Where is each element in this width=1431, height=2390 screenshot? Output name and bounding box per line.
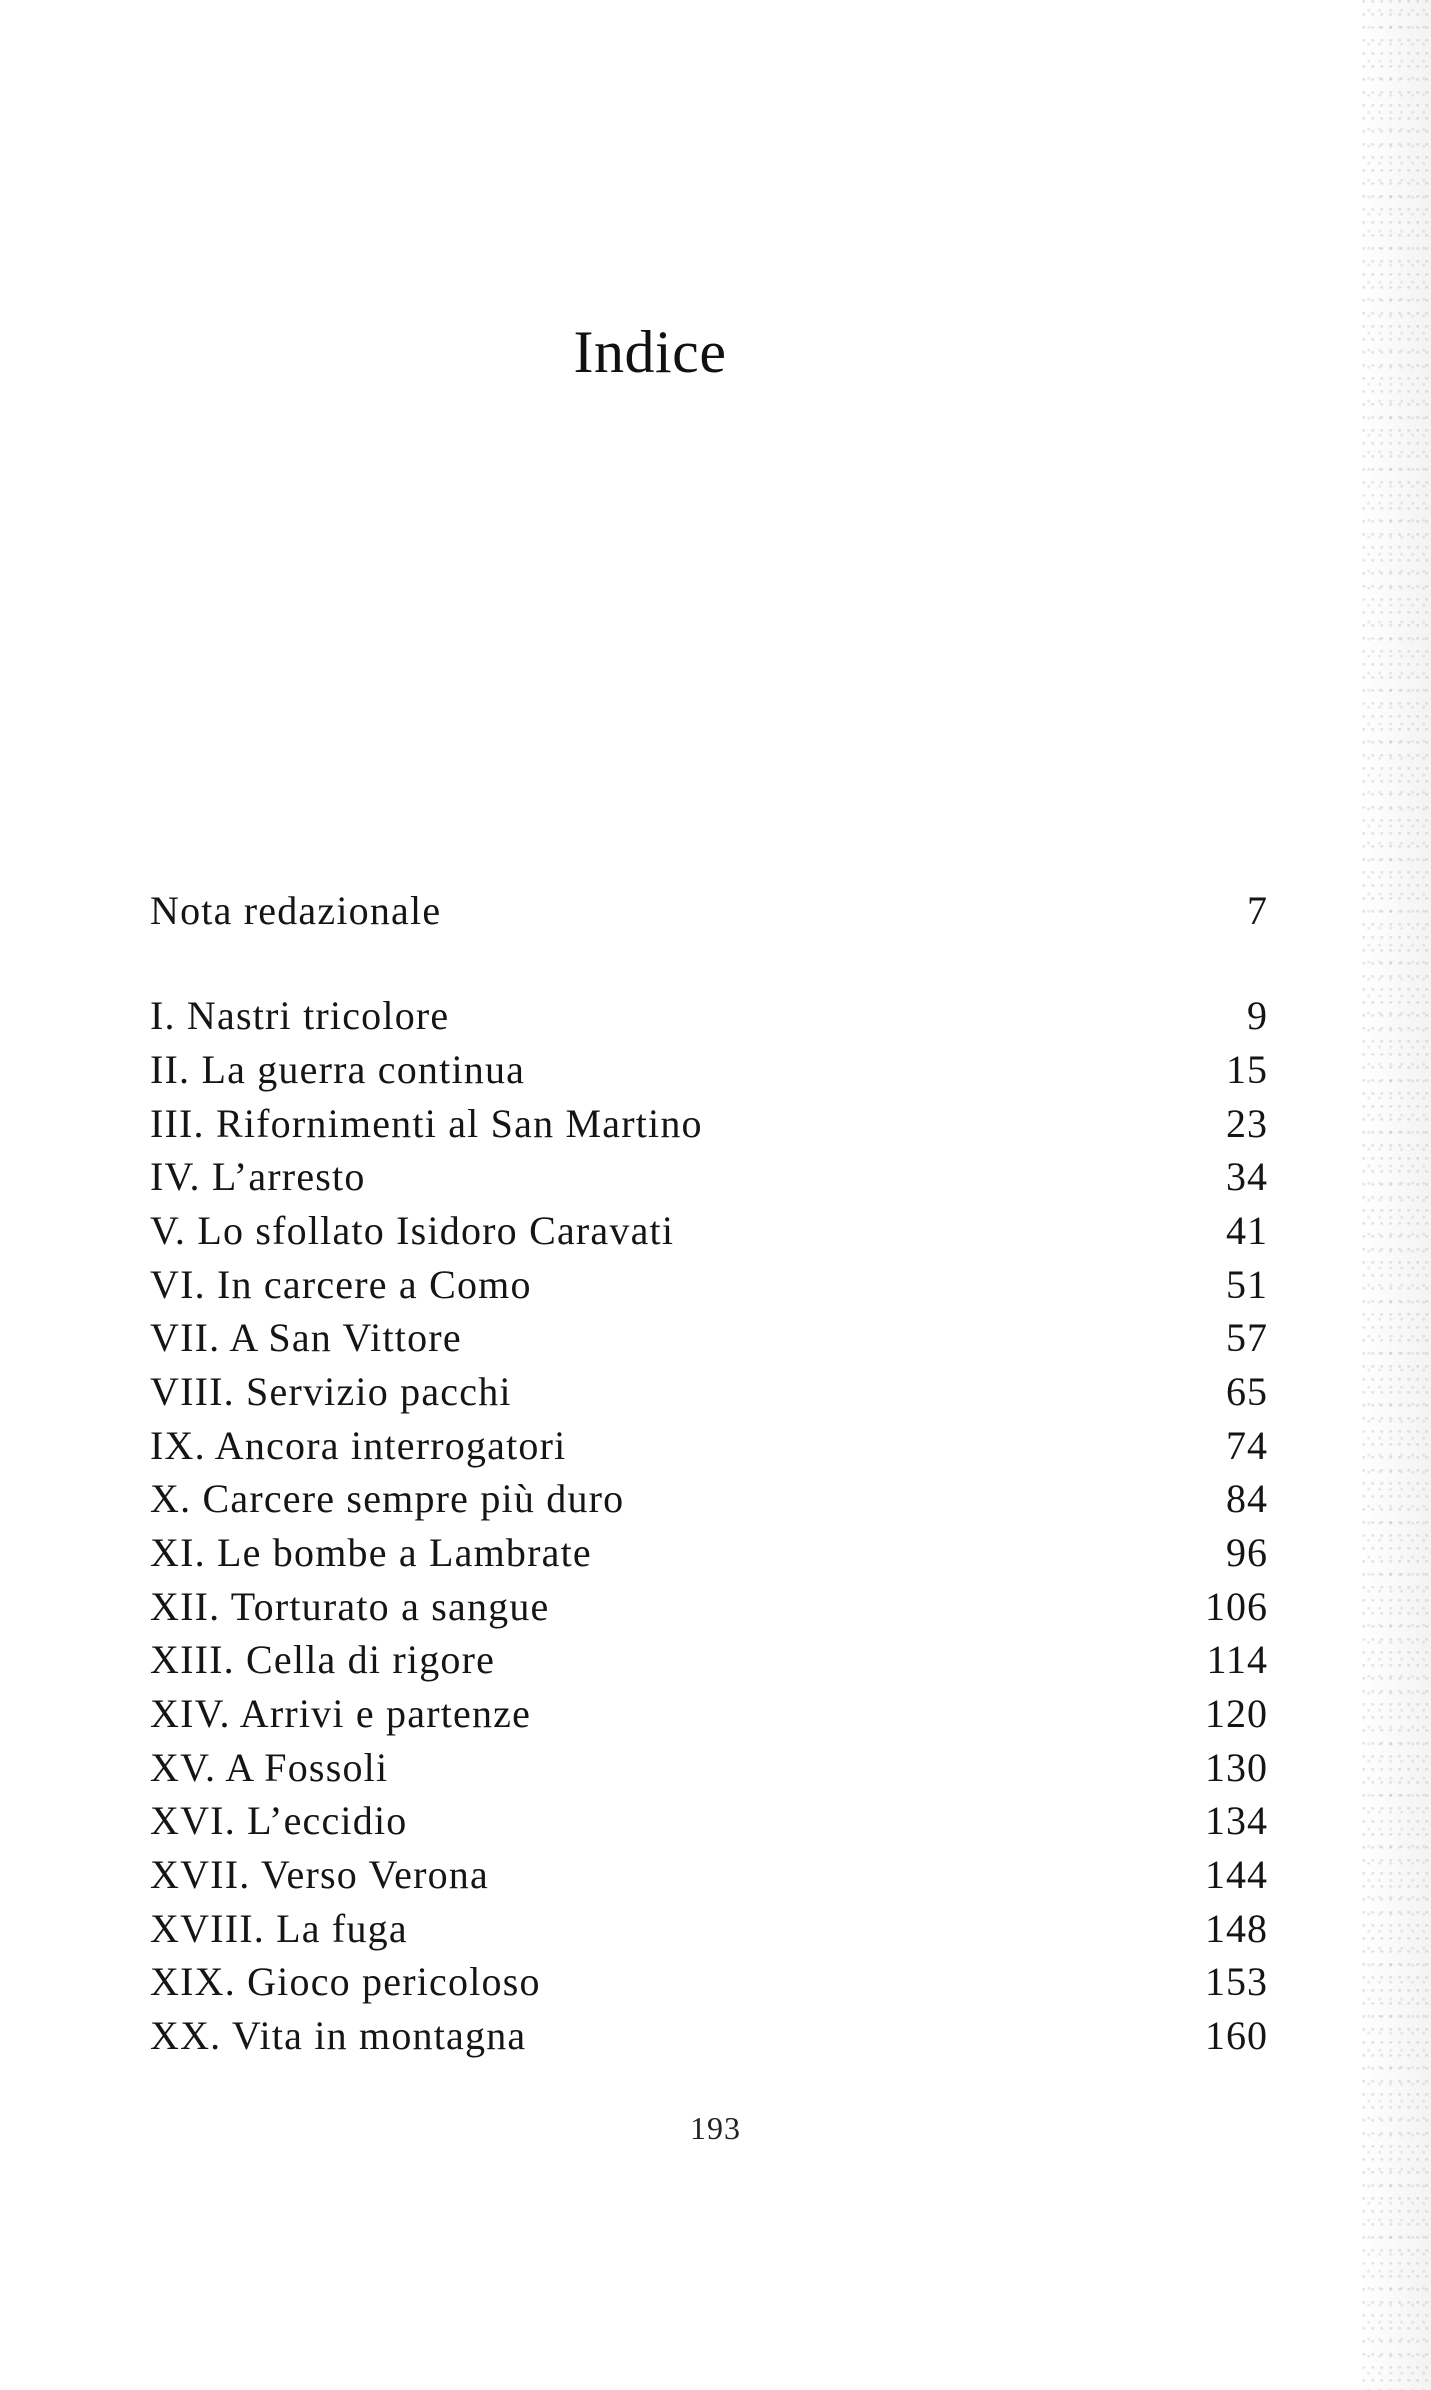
toc-entry-page: 65 (1226, 1369, 1268, 1414)
toc-entry (150, 2011, 1268, 2061)
toc-entry-page: 74 (1226, 1423, 1268, 1468)
toc-entry-label: XIX. Gioco pericoloso (150, 1959, 541, 2004)
toc-entry (150, 1957, 1268, 2007)
toc-entry-label: XV. A Fossoli (150, 1745, 389, 1790)
toc-entry-label: VI. In carcere a Como (150, 1262, 532, 1307)
toc-entry (150, 1528, 1268, 1578)
toc-entry-page: 148 (1205, 1906, 1268, 1951)
page-title: Indice (573, 319, 727, 385)
toc-entry-label: XVII. Verso Verona (150, 1852, 489, 1897)
toc-entry (150, 1421, 1268, 1471)
toc-entry (150, 1689, 1268, 1739)
toc-entry (150, 1904, 1268, 1954)
toc-entry-page: 130 (1205, 1745, 1268, 1790)
toc-entry-page: 120 (1205, 1691, 1268, 1736)
toc-entry-page: 57 (1226, 1315, 1268, 1360)
toc-entry (150, 1582, 1268, 1632)
toc-entry-label: V. Lo sfollato Isidoro Caravati (150, 1208, 675, 1253)
toc-entry-page: 134 (1205, 1798, 1268, 1843)
toc-entry (150, 1743, 1268, 1793)
toc-entry (150, 1313, 1268, 1363)
toc-entry-label: II. La guerra continua (150, 1047, 526, 1092)
scan-edge-artifact (1361, 0, 1431, 2390)
toc-entry-page: 34 (1226, 1154, 1268, 1199)
toc-entry-label: XIII. Cella di rigore (150, 1637, 496, 1682)
toc-entry-page: 84 (1226, 1476, 1268, 1521)
toc-entry-page: 153 (1205, 1959, 1268, 2004)
toc-entry-label: III. Rifornimenti al San Martino (150, 1101, 703, 1146)
toc-entry (150, 1152, 1268, 1202)
toc-entry (150, 1206, 1268, 1256)
toc-entry (150, 991, 1268, 1041)
toc-entry-page: 7 (1247, 888, 1268, 933)
toc-entry (150, 1474, 1268, 1524)
toc-entry-label: XI. Le bombe a Lambrate (150, 1530, 592, 1575)
toc-entry-label: XIV. Arrivi e partenze (150, 1691, 532, 1736)
toc-entry-label: XVIII. La fuga (150, 1906, 408, 1951)
toc-entry-label: XVI. L’eccidio (150, 1798, 408, 1843)
toc-entry-label: IX. Ancora interrogatori (150, 1423, 567, 1468)
toc-entry-page: 96 (1226, 1530, 1268, 1575)
toc-entry (150, 1045, 1268, 1095)
toc-entry-label: VIII. Servizio pacchi (150, 1369, 512, 1414)
toc-entry-page: 106 (1205, 1584, 1268, 1629)
toc-entry (150, 1367, 1268, 1417)
toc-entry-page: 41 (1226, 1208, 1268, 1253)
toc-entry-page: 114 (1206, 1637, 1268, 1682)
toc-entry (150, 1796, 1268, 1846)
toc-entry-page: 23 (1226, 1101, 1268, 1146)
toc-entry-label: Nota redazionale (150, 888, 442, 933)
toc-entry (150, 1635, 1268, 1685)
toc-entry-page: 144 (1205, 1852, 1268, 1897)
toc-entry (150, 1099, 1268, 1149)
toc-entry (150, 1850, 1268, 1900)
toc-entry (150, 1260, 1268, 1310)
toc-entry-label: X. Carcere sempre più duro (150, 1476, 625, 1521)
toc-entry-page: 160 (1205, 2013, 1268, 2058)
toc-entry-page: 15 (1226, 1047, 1268, 1092)
toc-entry-page: 9 (1247, 993, 1268, 1038)
toc-entry-label: XII. Torturato a sangue (150, 1584, 550, 1629)
toc-entry-label: XX. Vita in montagna (150, 2013, 527, 2058)
toc-entry-label: IV. L’arresto (150, 1154, 366, 1199)
toc-entry-page: 51 (1226, 1262, 1268, 1307)
page-number: 193 (690, 2110, 741, 2146)
toc-entry-preface (150, 886, 1268, 936)
toc-entry-label: I. Nastri tricolore (150, 993, 450, 1038)
toc-entry-label: VII. A San Vittore (150, 1315, 462, 1360)
